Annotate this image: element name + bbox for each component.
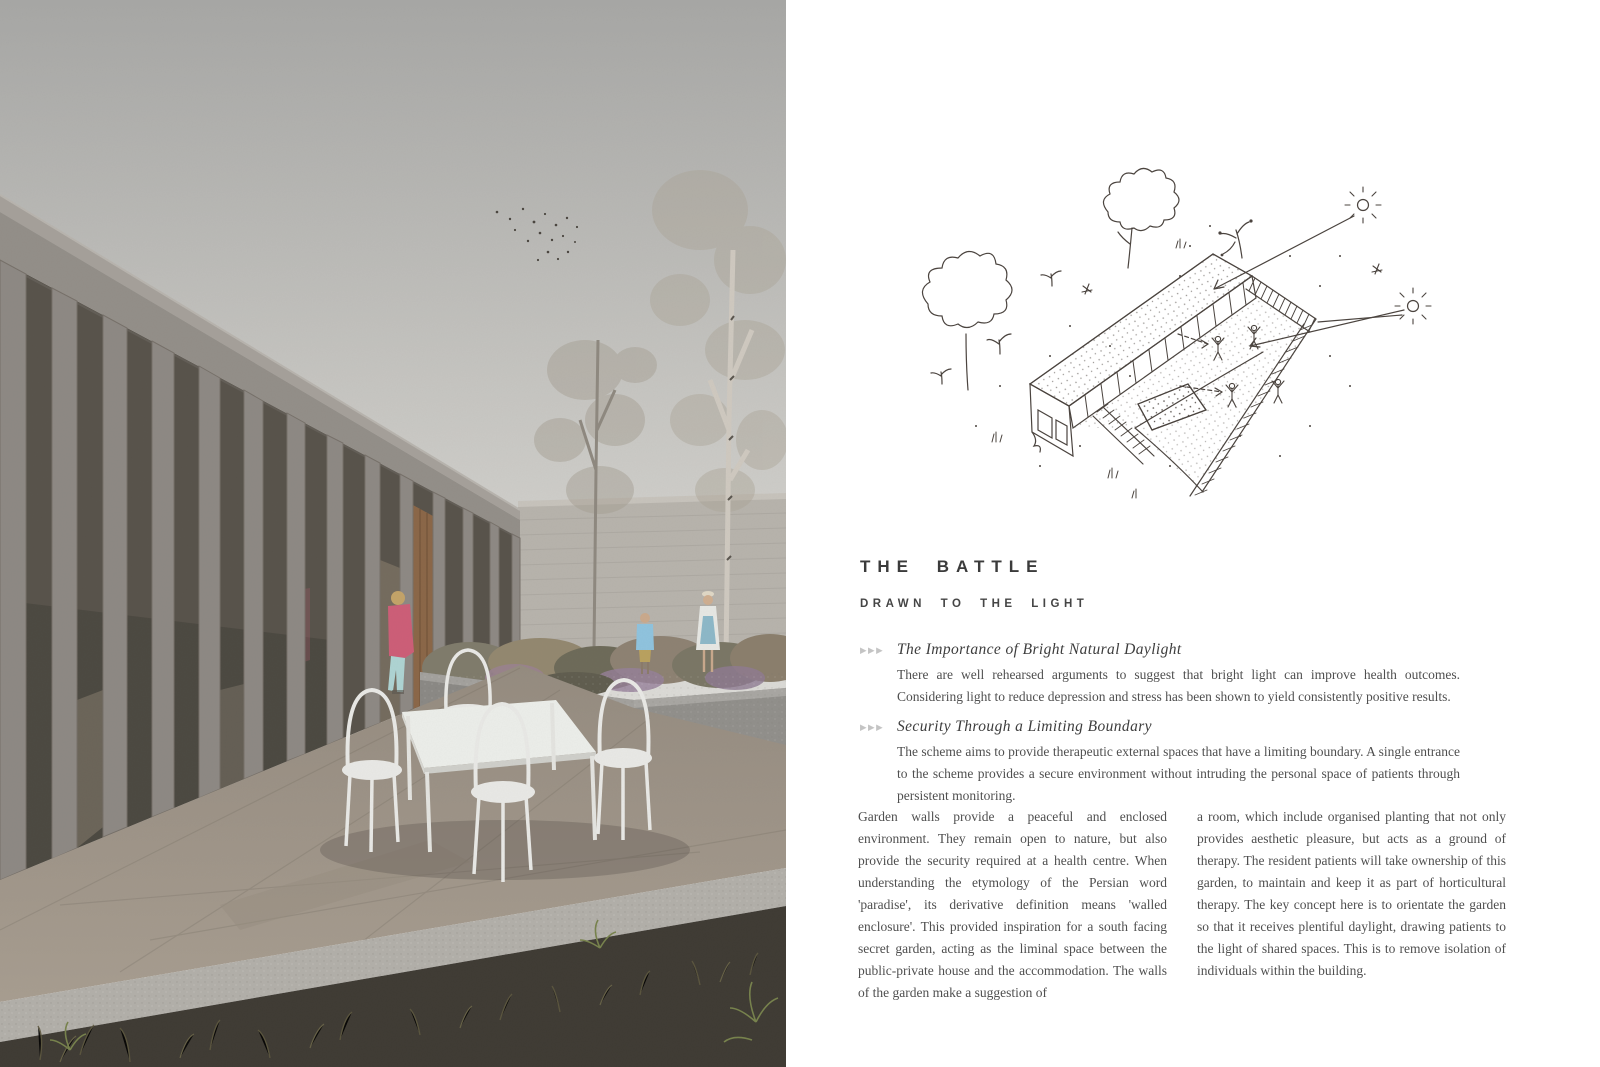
page-title: THE BATTLE — [860, 557, 1045, 577]
triple-arrow-icon: ▶▶▶ — [860, 723, 885, 733]
grain-overlay — [0, 0, 786, 1067]
bullet-body: The scheme aims to provide therapeutic external spaces that have a limiting boundary. A single entrance to the scheme provides a secure environment without intruding the personal space of patients through persistent monitoring. — [897, 744, 1460, 803]
triple-arrow-icon: ▶▶▶ — [860, 646, 885, 656]
sketch-sprouts — [931, 271, 1061, 384]
courtyard-render-image — [0, 0, 786, 1067]
sun-icon-2 — [1395, 288, 1431, 324]
concept-sketch-image — [880, 126, 1460, 518]
concept-sketch — [880, 126, 1460, 518]
bullet-text — [897, 718, 1460, 807]
bullet-heading: Security Through a Limiting Boundary — [897, 718, 1152, 735]
bullet-text — [897, 641, 1460, 708]
bullet-heading: The Importance of Bright Natural Daylight — [897, 641, 1182, 658]
courtyard-photo — [0, 0, 786, 1067]
sketch-tree-top — [1103, 168, 1179, 268]
sketch-tree-left — [922, 251, 1012, 390]
sketch-twig-plant — [1218, 219, 1252, 258]
bullet-item-daylight — [860, 641, 1460, 708]
bullet-body: There are well rehearsed arguments to suggest that bright light can improve health outcomes. Considering light to reduce depression and stress has been shown to yield consistently positive results. — [897, 667, 1460, 704]
body-columns — [858, 806, 1506, 1004]
text-column-left: Garden walls provide a peaceful and enclosed environment. They remain open to nature, but also provide the security required at a health centre. When understanding the etymology of the Persian word 'paradise', its derivative definition means 'walled enclosure'. This provided inspiration for a south facing secret garden, acting as the liminal space between the public-private house and the accommodation. The walls of the garden make a suggestion of — [858, 809, 1167, 1000]
text-column-right: a room, which include organised planting that not only provides aesthetic pleasure, but acts as a ground of therapy. The resident patients will take ownership of this garden, to maintain and keep it as part of horticultural therapy. The key concept here is to orientate the garden so that it receives plentiful daylight, drawing patients to the light of shared spaces. This is to remove isolation of individuals within the building. — [1197, 809, 1506, 978]
bullet-item-security — [860, 718, 1460, 807]
page-subtitle: DRAWN TO THE LIGHT — [860, 597, 1089, 610]
